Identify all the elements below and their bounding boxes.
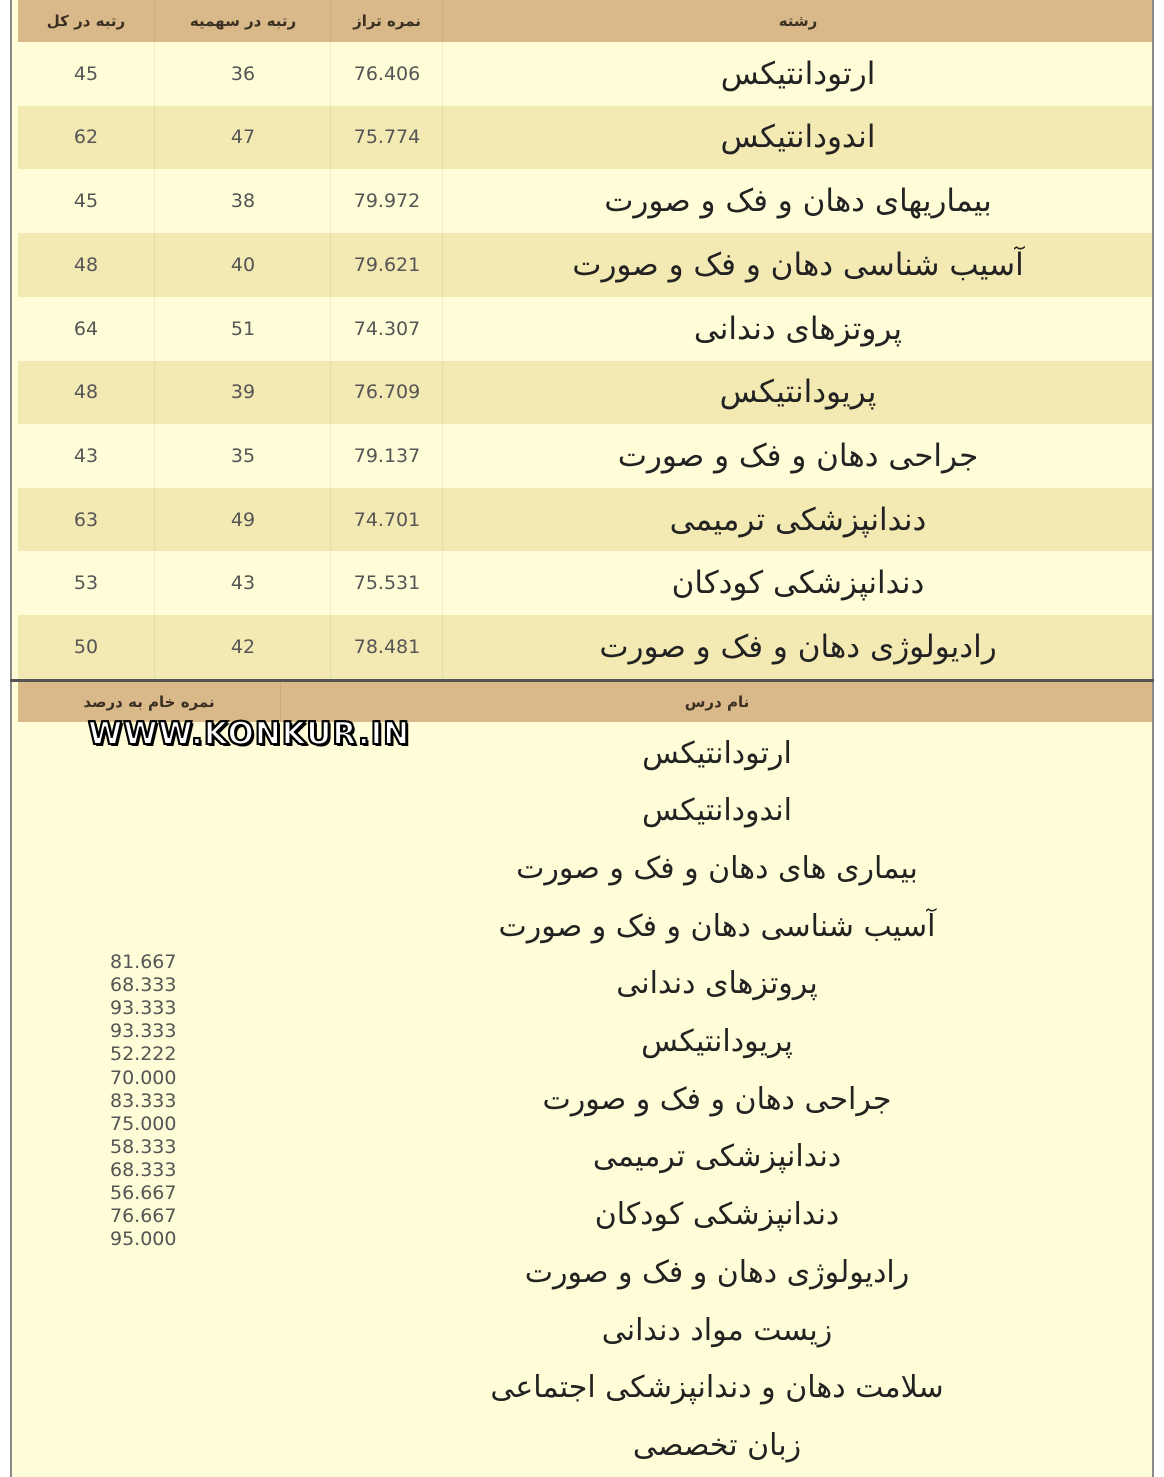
raw-score-value: 68.333 — [110, 1158, 177, 1181]
course-name: جراحی دهان و فک و صورت — [542, 1081, 892, 1117]
cell-score: 79.621 — [330, 233, 443, 297]
cell-score: 74.701 — [330, 488, 443, 552]
cell-score: 78.481 — [330, 615, 443, 679]
table-row — [18, 361, 1152, 425]
cell-score: 74.307 — [330, 297, 443, 361]
raw-score-value: 83.333 — [110, 1089, 177, 1112]
cell-overall-rank: 63 — [73, 508, 99, 531]
raw-score-value: 95.000 — [110, 1228, 177, 1251]
course-name: بیماری های دهان و فک و صورت — [516, 850, 918, 886]
table-row — [18, 424, 1152, 488]
course-name: زبان تخصصی — [632, 1427, 802, 1463]
course-name: ارتودانتیکس — [642, 735, 792, 771]
cell-score: 75.531 — [330, 552, 443, 616]
header-course-name: نام درس — [280, 682, 1153, 722]
cell-field: اندودانتیکس — [442, 106, 1153, 170]
raw-score-value: 58.333 — [110, 1135, 177, 1158]
table-row — [18, 552, 1152, 616]
cell-overall-rank: 48 — [73, 381, 99, 404]
cell-overall-rank: 45 — [73, 62, 99, 85]
cell-quota-rank: 47 — [154, 106, 331, 170]
cell-quota-rank: 38 — [154, 169, 331, 233]
cell-field: جراحی دهان و فک و صورت — [442, 424, 1153, 488]
header-raw-score: نمره خام به درصد — [83, 693, 215, 711]
table-row — [18, 233, 1152, 297]
raw-score-value: 70.000 — [110, 1066, 177, 1089]
course-name: سلامت دهان و دندانپزشکی اجتماعی — [490, 1370, 944, 1406]
course-name: پروتزهای دندانی — [616, 966, 818, 1002]
ranking-table-header — [18, 0, 1152, 42]
cell-quota-rank: 35 — [154, 424, 331, 488]
course-name: آسیب شناسی دهان و فک و صورت — [498, 908, 936, 944]
course-name: دندانپزشکی ترمیمی — [592, 1139, 842, 1175]
course-name: زیست مواد دندانی — [601, 1312, 833, 1348]
raw-score-value: 56.667 — [110, 1182, 177, 1204]
cell-overall-rank: 45 — [73, 190, 99, 213]
cell-score: 79.137 — [330, 424, 443, 488]
course-name: رادیولوژی دهان و فک و صورت — [524, 1254, 910, 1290]
table-row — [18, 297, 1152, 361]
table-row — [18, 488, 1152, 552]
cell-overall-rank: 62 — [73, 126, 99, 149]
cell-score: 79.972 — [330, 169, 443, 233]
course-name: اندودانتیکس — [642, 793, 792, 829]
raw-score-value: 75.000 — [110, 1112, 177, 1135]
table-row — [18, 169, 1152, 233]
cell-field: دندانپزشکی ترمیمی — [442, 488, 1153, 552]
raw-score-value: 52.222 — [110, 1043, 177, 1066]
cell-overall-rank: 50 — [73, 636, 99, 659]
cell-field: پروتزهای دندانی — [442, 297, 1153, 361]
cell-quota-rank: 39 — [154, 361, 331, 425]
cell-quota-rank: 51 — [154, 297, 331, 361]
header-score: نمره تراز — [330, 0, 443, 42]
cell-field: بیماریهای دهان و فک و صورت — [442, 169, 1153, 233]
cell-quota-rank: 36 — [154, 42, 331, 106]
course-name: پریودانتیکس — [641, 1024, 793, 1059]
course-name: دندانپزشکی کودکان — [594, 1197, 840, 1233]
cell-overall-rank: 53 — [73, 572, 99, 595]
cell-overall-rank: 43 — [73, 444, 99, 467]
cell-quota-rank: 43 — [154, 552, 331, 616]
cell-field: ارتودانتیکس — [442, 42, 1153, 106]
header-overall-rank: رتبه در کل — [46, 12, 126, 30]
cell-quota-rank: 42 — [154, 615, 331, 679]
table-row — [18, 106, 1152, 170]
raw-score-value: 93.333 — [110, 997, 177, 1020]
cell-overall-rank: 64 — [73, 317, 99, 340]
cell-field: دندانپزشکی کودکان — [442, 552, 1153, 616]
header-field: رشته — [442, 0, 1153, 42]
cell-quota-rank: 40 — [154, 233, 331, 297]
cell-score: 75.774 — [330, 106, 443, 170]
raw-score-value: 76.667 — [110, 1205, 177, 1228]
cell-field: رادیولوژی دهان و فک و صورت — [442, 615, 1153, 679]
cell-field: پریودانتیکس — [442, 361, 1153, 425]
cell-score: 76.406 — [330, 42, 443, 106]
raw-score-value: 81.667 — [110, 951, 177, 973]
watermark-logo: WWW.KONKUR.IN — [88, 716, 411, 752]
raw-score-value: 68.333 — [110, 974, 177, 997]
raw-score-value: 93.333 — [110, 1020, 177, 1043]
table-row — [18, 42, 1152, 106]
cell-field: آسیب شناسی دهان و فک و صورت — [442, 233, 1153, 297]
cell-quota-rank: 49 — [154, 488, 331, 552]
table-row — [18, 615, 1152, 679]
cell-overall-rank: 48 — [73, 253, 99, 276]
header-quota-rank: رتبه در سهمیه — [154, 0, 331, 42]
cell-score: 76.709 — [330, 361, 443, 425]
